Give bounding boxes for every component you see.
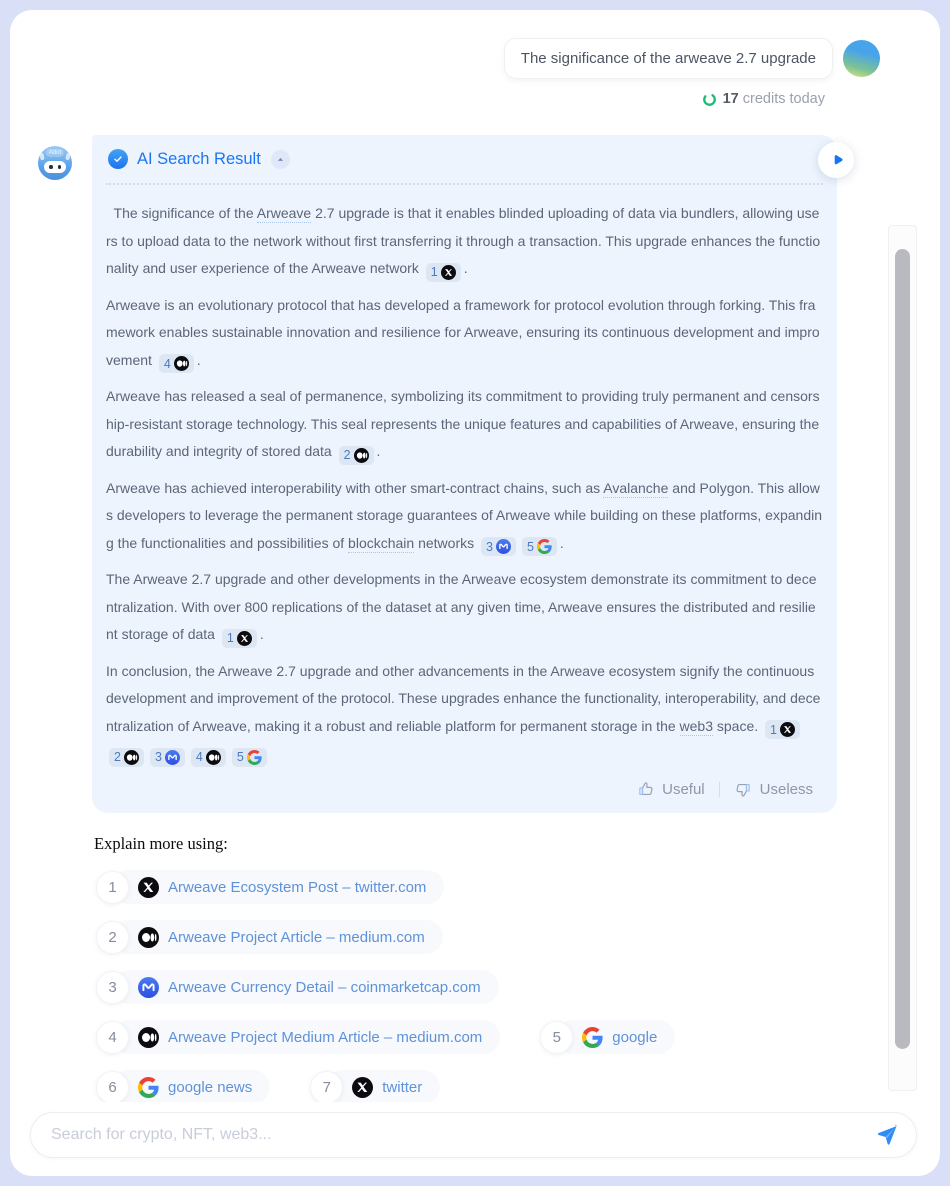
citation-badge[interactable] [109,748,144,767]
citation-badge[interactable] [339,446,374,465]
citation-number: 2 [343,448,351,462]
citation-badge[interactable] [191,748,226,767]
medium-icon [354,448,369,463]
source-pill[interactable] [112,870,444,904]
citation-badge[interactable] [765,720,800,739]
medium-icon [174,356,189,371]
bot-ear-icon [65,153,71,161]
answer-paragraph: Arweave has achieved interoperability with other smart-contract chains, such as Avalanche and Polygon. This allows developers to leverage the permanent storage guarantees of Arweave while building on these platforms, expanding the functionalities and possibilities of blockchain networks 3 5 . [106,475,823,558]
x-twitter-icon [237,631,252,646]
source-item [540,1020,675,1054]
send-button[interactable] [874,1122,900,1148]
medium-icon [206,750,221,765]
assistant-avatar [38,146,72,180]
sources-list [96,870,675,1102]
source-number: 3 [96,971,129,1004]
citation-number: 3 [486,539,493,554]
citation-number: 4 [195,750,203,764]
feedback-divider [719,782,720,797]
source-pill[interactable] [326,1070,440,1102]
play-icon [829,152,845,168]
citation-number: 5 [526,539,534,554]
feedback-bar [106,780,823,799]
source-pill[interactable] [112,920,443,954]
x-twitter-icon [780,722,795,737]
paper-plane-icon [875,1123,899,1147]
source-link[interactable]: twitter [382,1078,423,1096]
user-avatar[interactable] [843,40,880,77]
app-window [10,10,940,1176]
x-twitter-icon [441,265,456,280]
credits-ring-icon [702,92,717,107]
assistant-avatar-label: Adot [46,149,64,157]
citation-badge[interactable] [481,537,516,556]
source-pill[interactable] [112,1020,500,1054]
sources-row [96,1020,675,1054]
entity-link[interactable]: web3 [679,717,713,734]
citation-badge[interactable] [522,537,557,556]
citation-badge[interactable] [159,354,194,373]
google-icon [537,539,552,554]
verified-check-icon [108,149,128,169]
thumbs-up-icon [636,780,655,799]
google-icon [138,1077,159,1098]
result-title: AI Search Result [137,149,261,168]
source-number: 1 [96,871,129,904]
citation-number: 4 [163,356,171,371]
entity-link[interactable]: blockchain [348,534,415,551]
credits-label: credits today [742,91,825,107]
entity-link[interactable]: Avalanche [603,479,669,496]
source-link[interactable]: Arweave Project Article – medium.com [168,928,425,946]
source-item [96,870,444,904]
medium-icon [138,1027,159,1048]
source-link[interactable]: google news [168,1078,253,1096]
scrollbar-thumb[interactable] [895,249,910,1049]
answer-paragraph: Arweave has released a seal of permanence, symbolizing its commitment to providing truly permanent and censorship-resistant storage technology. This seal represents the unique features and capabilities of Arweave, ensuring the durability and integrity of stored data 2 . [106,383,823,466]
source-link[interactable]: Arweave Ecosystem Post – twitter.com [168,878,427,896]
collapse-button[interactable] [271,150,290,169]
ai-search-result-card [92,135,837,813]
citation-badge[interactable] [150,748,185,767]
credits-count: 17 [722,91,739,107]
source-item [96,1020,500,1054]
sources-row [96,920,675,954]
medium-icon [138,927,159,948]
coinmarketcap-icon [138,977,159,998]
citation-number: 1 [770,722,777,737]
answer-paragraph: The Arweave 2.7 upgrade and other developments in the Arweave ecosystem demonstrate its commitment to decentralization. With over 800 replications of the dataset at any given time, Arweave ensures the distributed and resilient storage of data 1 . [106,566,823,649]
play-audio-button[interactable] [818,142,854,178]
source-link[interactable]: Arweave Project Medium Article – medium.com [168,1028,483,1046]
sources-row [96,1070,675,1102]
answer-paragraph: Arweave is an evolutionary protocol that has developed a framework for protocol evolution through forking. This framework enables sustainable innovation and resilience for Arweave, ensuring its continuous development and improvement 4 . [106,292,823,375]
search-bar [30,1112,917,1158]
bot-face-icon [44,161,66,173]
user-query-bubble [504,38,833,79]
coinmarketcap-icon [496,539,511,554]
x-twitter-icon [352,1077,373,1098]
chevron-up-icon [276,155,285,164]
source-number: 2 [96,921,129,954]
source-link[interactable]: Arweave Currency Detail – coinmarketcap.com [168,978,481,996]
citation-number: 1 [226,631,234,645]
sources-heading: Explain more using: [94,834,228,853]
sources-row [96,870,675,904]
search-input[interactable] [49,1125,874,1145]
result-header [106,148,823,170]
source-number: 7 [310,1071,343,1103]
source-number: 5 [540,1021,573,1054]
scrollbar-track[interactable] [888,225,917,1091]
bot-ear-icon [39,153,45,161]
medium-icon [124,750,139,765]
google-icon [247,750,262,765]
answer-body [106,185,823,772]
answer-paragraph: In conclusion, the Arweave 2.7 upgrade and other advancements in the Arweave ecosystem signify the continuous development and improvement of the protocol. These upgrades enhance the functionality, interoperability, and decentralization of Arweave, making it a robust and reliable platform for permanent storage in the web3 space. 1 2 3 4 5 [106,658,823,768]
citation-badge[interactable] [222,629,257,648]
citation-badge[interactable] [232,748,267,767]
source-pill[interactable] [556,1020,675,1054]
source-number: 4 [96,1021,129,1054]
answer-paragraph: The significance of the Arweave 2.7 upgrade is that it enables blinded uploading of data via bundlers, allowing users to upload data to the network without first transferring it through a transaction. This upgrade enhances the functionality and user experience of the Arweave network 1 . [106,200,823,283]
source-number: 6 [96,1071,129,1103]
source-item [96,1070,270,1102]
useless-button[interactable]: Useless [734,780,813,799]
google-icon [582,1027,603,1048]
chat-scroll-area [10,10,890,1102]
citation-number: 3 [154,750,162,764]
sources-row [96,970,675,1004]
x-twitter-icon [138,877,159,898]
citation-badge[interactable] [426,263,461,282]
source-item [96,970,499,1004]
source-item [310,1070,440,1102]
thumbs-down-icon [734,780,753,799]
entity-link[interactable]: Arweave [256,205,312,221]
useful-button[interactable]: Useful [636,780,705,799]
source-item [96,920,443,954]
source-pill[interactable] [112,1070,270,1102]
citation-number: 2 [114,750,121,764]
coinmarketcap-icon [165,750,180,765]
citation-number: 5 [236,750,244,764]
citation-number: 1 [430,265,438,279]
source-link[interactable]: google [612,1028,658,1046]
source-pill[interactable] [112,970,499,1004]
user-query-text: The significance of the arweave 2.7 upgrade [520,50,816,67]
credits-status [702,91,825,107]
